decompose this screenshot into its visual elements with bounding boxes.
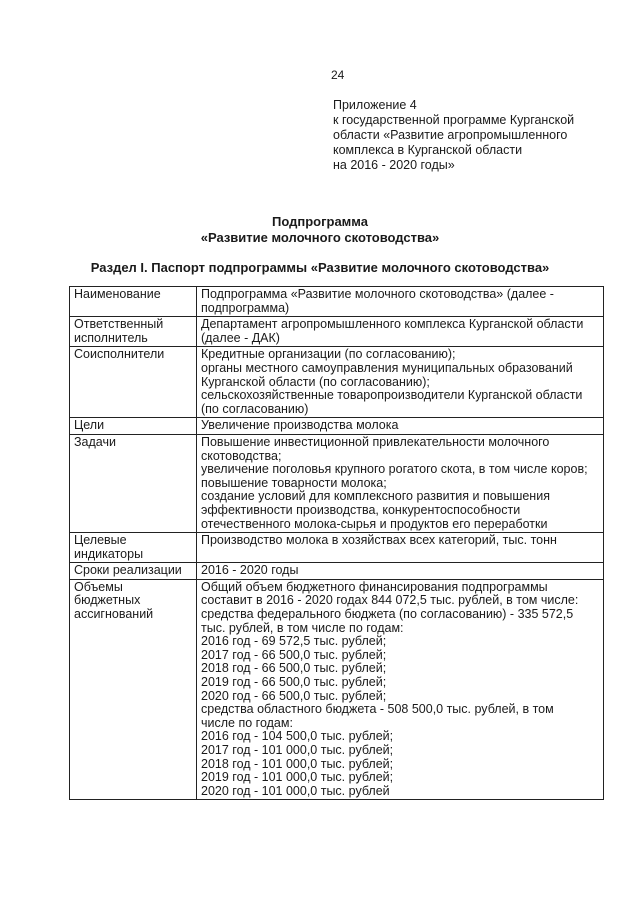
row-label-line: индикаторы xyxy=(74,546,144,561)
row-value-line: 2019 год - 66 500,0 тыс. рублей; xyxy=(201,675,387,690)
row-label-line: Задачи xyxy=(74,434,116,449)
row-value-cell xyxy=(197,533,604,563)
row-value-line: Кредитные организации (по согласованию); xyxy=(201,347,456,362)
row-value-line: составит в 2016 - 2020 годах 844 072,5 тыс. рублей, в том числе: xyxy=(201,593,579,608)
row-label-line: Соисполнители xyxy=(74,347,165,362)
table-row xyxy=(70,533,604,563)
row-value-line: Повышение инвестиционной привлекательности молочного xyxy=(201,434,550,449)
row-value-line: Производство молока в хозяйствах всех категорий, тыс. тонн xyxy=(201,533,557,548)
row-label-cell xyxy=(70,347,197,418)
row-value-cell xyxy=(197,434,604,532)
row-value-line: подпрограмма) xyxy=(201,300,290,315)
row-value-line: (далее - ДАК) xyxy=(201,330,280,345)
row-value-line: числе по годам: xyxy=(201,715,293,730)
section-heading: Раздел I. Паспорт подпрограммы «Развитие молочного скотоводства» xyxy=(90,260,550,275)
row-value-line: 2016 год - 104 500,0 тыс. рублей; xyxy=(201,729,394,744)
annex-line: к государственной программе Курганской xyxy=(333,113,575,127)
row-label-cell xyxy=(70,434,197,532)
row-value-line: (по согласованию) xyxy=(201,401,309,416)
annex-line: комплекса в Курганской области xyxy=(333,143,523,157)
table-row xyxy=(70,563,604,580)
row-value-line: скотоводства; xyxy=(201,448,282,463)
row-value-line: Подпрограмма «Развитие молочного скотоводства» (далее - xyxy=(201,287,554,301)
title-line: «Развитие молочного скотоводства» xyxy=(200,230,440,245)
row-value-line: 2019 год - 101 000,0 тыс. рублей; xyxy=(201,770,394,785)
row-value-line: отечественного молока-сырья и продуктов его переработки xyxy=(201,516,548,531)
annex-line: Приложение 4 xyxy=(333,98,417,112)
subprogram-title xyxy=(0,214,640,246)
row-value-line: 2020 год - 101 000,0 тыс. рублей xyxy=(201,783,390,798)
row-value-line: Увеличение производства молока xyxy=(201,418,399,433)
row-value-line: повышение товарности молока; xyxy=(201,475,387,490)
row-value-line: 2018 год - 101 000,0 тыс. рублей; xyxy=(201,756,394,771)
annex-line: области «Развитие агропромышленного xyxy=(333,128,568,142)
passport-table-body xyxy=(70,287,604,800)
table-row xyxy=(70,317,604,347)
row-label-cell xyxy=(70,563,197,580)
table-row xyxy=(70,347,604,418)
row-value-line: 2020 год - 66 500,0 тыс. рублей; xyxy=(201,688,387,703)
table-row xyxy=(70,418,604,435)
row-label-cell xyxy=(70,533,197,563)
row-label-line: Сроки реализации xyxy=(74,563,182,578)
row-value-cell xyxy=(197,317,604,347)
row-value-line: средства федерального бюджета (по согласованию) - 335 572,5 xyxy=(201,607,574,622)
row-value-line: эффективности производства, конкурентоспособности xyxy=(201,502,521,517)
row-value-line: Общий объем бюджетного финансирования подпрограммы xyxy=(201,579,548,594)
row-value-line: 2018 год - 66 500,0 тыс. рублей; xyxy=(201,661,387,676)
table-row xyxy=(70,579,604,800)
row-value-line: тыс. рублей, в том числе по годам: xyxy=(201,620,404,635)
row-label-cell xyxy=(70,317,197,347)
annex-block xyxy=(333,98,623,173)
row-value-line: увеличение поголовья крупного рогатого скота, в том числе коров; xyxy=(201,462,588,477)
row-label-line: Цели xyxy=(74,418,105,433)
row-value-line: 2016 год - 69 572,5 тыс. рублей; xyxy=(201,634,387,649)
row-value-line: Курганской области (по согласованию); xyxy=(201,374,430,389)
row-value-line: создание условий для комплексного развития и повышения xyxy=(201,489,550,504)
row-value-cell xyxy=(197,563,604,580)
row-label-line: Объемы xyxy=(74,579,123,594)
table-row xyxy=(70,434,604,532)
row-value-line: сельскохозяйственные товаропроизводители Курганской области xyxy=(201,388,583,403)
row-value-cell xyxy=(197,418,604,435)
row-label-line: ассигнований xyxy=(74,607,154,622)
row-label-line: бюджетных xyxy=(74,593,141,608)
row-label-line: Ответственный xyxy=(74,317,164,332)
row-label-cell xyxy=(70,579,197,800)
row-value-line: средства областного бюджета - 508 500,0 тыс. рублей, в том xyxy=(201,702,554,717)
row-value-line: 2017 год - 101 000,0 тыс. рублей; xyxy=(201,743,394,757)
passport-table xyxy=(69,286,604,800)
row-value-cell xyxy=(197,287,604,317)
annex-line: на 2016 - 2020 годы» xyxy=(333,158,455,172)
row-label-cell xyxy=(70,287,197,317)
row-value-line: 2016 - 2020 годы xyxy=(201,563,299,578)
row-value-line: органы местного самоуправления муниципальных образований xyxy=(201,360,573,375)
row-value-cell xyxy=(197,347,604,418)
row-label-cell xyxy=(70,418,197,435)
row-label-line: Наименование xyxy=(74,287,161,301)
row-value-line: 2017 год - 66 500,0 тыс. рублей; xyxy=(201,647,387,662)
page-number: 24 xyxy=(331,68,345,82)
table-row xyxy=(70,287,604,317)
row-label-line: Целевые xyxy=(74,533,127,548)
row-value-line: Департамент агропромышленного комплекса Курганской области xyxy=(201,317,584,332)
row-value-cell xyxy=(197,579,604,800)
title-line: Подпрограмма xyxy=(272,214,368,229)
row-label-line: исполнитель xyxy=(74,330,148,345)
